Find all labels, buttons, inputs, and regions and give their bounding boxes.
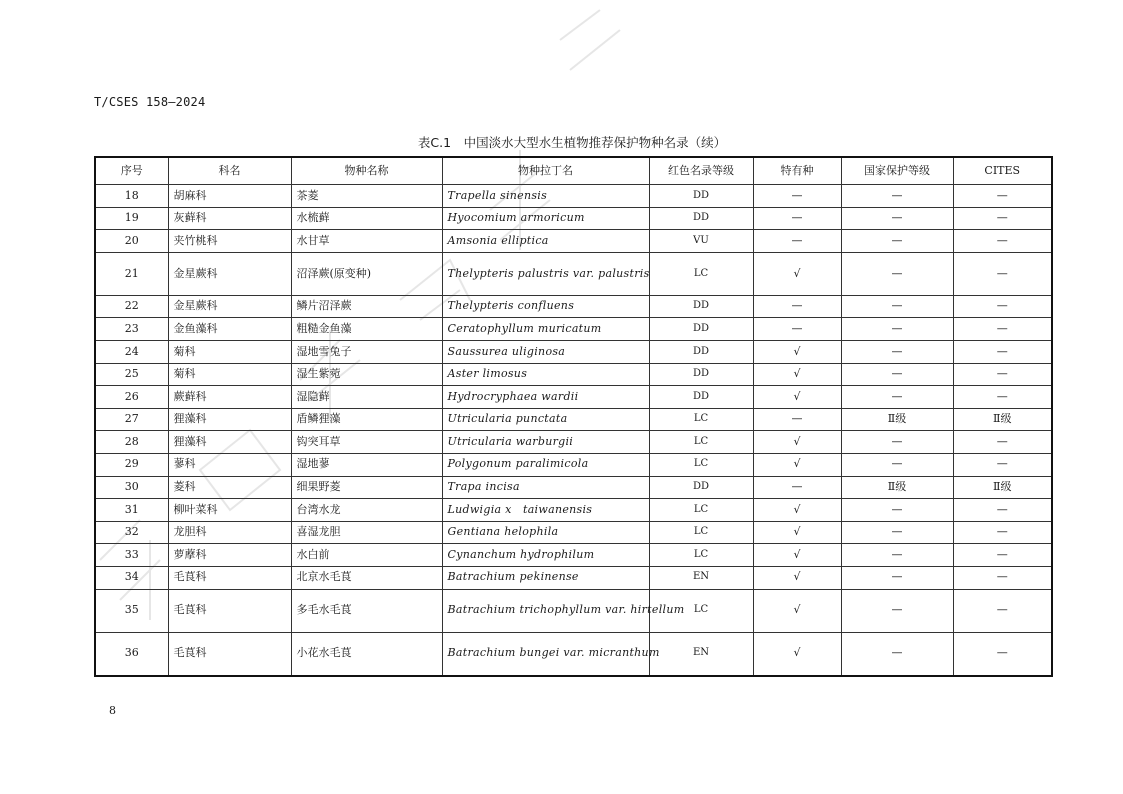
table-header-row bbox=[95, 157, 1052, 185]
cell-number: 36 bbox=[95, 632, 168, 676]
cell-endemic: √ bbox=[753, 632, 841, 676]
cell-national-protection: — bbox=[841, 453, 953, 476]
cell-latin-name: Trapa incisa bbox=[442, 476, 649, 499]
cell-family: 蕨藓科 bbox=[168, 386, 291, 409]
cell-family: 蓼科 bbox=[168, 453, 291, 476]
cell-cites: — bbox=[953, 185, 1052, 208]
cell-red-list: LC bbox=[649, 499, 753, 522]
cell-red-list: EN bbox=[649, 632, 753, 676]
species-table bbox=[94, 156, 1053, 677]
cell-endemic: √ bbox=[753, 252, 841, 295]
cell-species-name: 粗糙金鱼藻 bbox=[291, 318, 442, 341]
cell-national-protection: — bbox=[841, 185, 953, 208]
cell-family: 菊科 bbox=[168, 363, 291, 386]
cell-number: 18 bbox=[95, 185, 168, 208]
table-row bbox=[95, 252, 1052, 295]
cell-endemic: √ bbox=[753, 521, 841, 544]
cell-red-list: LC bbox=[649, 252, 753, 295]
cell-latin-name: Polygonum paralimicola bbox=[442, 453, 649, 476]
cell-cites: — bbox=[953, 544, 1052, 567]
cell-species-name: 湿地蓼 bbox=[291, 453, 442, 476]
table-row bbox=[95, 521, 1052, 544]
cell-cites: Ⅱ级 bbox=[953, 476, 1052, 499]
cell-cites: — bbox=[953, 589, 1052, 632]
cell-cites: — bbox=[953, 295, 1052, 318]
cell-species-name: 细果野菱 bbox=[291, 476, 442, 499]
cell-number: 31 bbox=[95, 499, 168, 522]
cell-national-protection: — bbox=[841, 632, 953, 676]
col-header-national-protection: 国家保护等级 bbox=[841, 157, 953, 185]
cell-endemic: √ bbox=[753, 453, 841, 476]
table-row bbox=[95, 544, 1052, 567]
cell-latin-name: Utricularia warburgii bbox=[442, 431, 649, 454]
cell-endemic: √ bbox=[753, 589, 841, 632]
cell-cites: — bbox=[953, 632, 1052, 676]
cell-cites: — bbox=[953, 521, 1052, 544]
table-title: 表C.1 中国淡水大型水生植物推荐保护物种名录（续） bbox=[417, 135, 727, 150]
col-header-cites: CITES bbox=[953, 157, 1052, 185]
cell-red-list: LC bbox=[649, 589, 753, 632]
cell-number: 22 bbox=[95, 295, 168, 318]
col-header-family: 科名 bbox=[168, 157, 291, 185]
cell-cites: — bbox=[953, 386, 1052, 409]
cell-species-name: 盾鳞狸藻 bbox=[291, 408, 442, 431]
cell-cites: — bbox=[953, 566, 1052, 589]
cell-endemic: — bbox=[753, 185, 841, 208]
cell-number: 20 bbox=[95, 230, 168, 253]
table-row bbox=[95, 589, 1052, 632]
cell-red-list: EN bbox=[649, 566, 753, 589]
cell-cites: — bbox=[953, 340, 1052, 363]
cell-red-list: DD bbox=[649, 476, 753, 499]
cell-latin-name: Saussurea uliginosa bbox=[442, 340, 649, 363]
cell-national-protection: — bbox=[841, 340, 953, 363]
cell-cites: Ⅱ级 bbox=[953, 408, 1052, 431]
cell-latin-name: Batrachium pekinense bbox=[442, 566, 649, 589]
cell-endemic: — bbox=[753, 408, 841, 431]
cell-red-list: DD bbox=[649, 207, 753, 230]
table-row bbox=[95, 185, 1052, 208]
cell-latin-name: Ludwigia x taiwanensis bbox=[442, 499, 649, 522]
cell-species-name: 台湾水龙 bbox=[291, 499, 442, 522]
cell-cites: — bbox=[953, 230, 1052, 253]
cell-red-list: DD bbox=[649, 318, 753, 341]
cell-red-list: DD bbox=[649, 340, 753, 363]
cell-latin-name: Batrachium bungei var. micranthum bbox=[442, 632, 649, 676]
cell-family: 金星蕨科 bbox=[168, 295, 291, 318]
cell-latin-name: Gentiana helophila bbox=[442, 521, 649, 544]
col-header-endemic: 特有种 bbox=[753, 157, 841, 185]
cell-family: 夹竹桃科 bbox=[168, 230, 291, 253]
cell-species-name: 鳞片沼泽蕨 bbox=[291, 295, 442, 318]
cell-cites: — bbox=[953, 252, 1052, 295]
cell-species-name: 水甘草 bbox=[291, 230, 442, 253]
cell-red-list: DD bbox=[649, 295, 753, 318]
table-row bbox=[95, 453, 1052, 476]
cell-red-list: LC bbox=[649, 521, 753, 544]
cell-species-name: 北京水毛茛 bbox=[291, 566, 442, 589]
cell-species-name: 小花水毛茛 bbox=[291, 632, 442, 676]
standard-code: T/CSES 158—2024 bbox=[94, 95, 206, 109]
cell-number: 29 bbox=[95, 453, 168, 476]
cell-number: 34 bbox=[95, 566, 168, 589]
table-row bbox=[95, 386, 1052, 409]
cell-family: 狸藻科 bbox=[168, 408, 291, 431]
cell-family: 金星蕨科 bbox=[168, 252, 291, 295]
cell-cites: — bbox=[953, 207, 1052, 230]
cell-number: 35 bbox=[95, 589, 168, 632]
cell-national-protection: — bbox=[841, 499, 953, 522]
table-row bbox=[95, 566, 1052, 589]
cell-latin-name: Thelypteris confluens bbox=[442, 295, 649, 318]
cell-endemic: √ bbox=[753, 363, 841, 386]
cell-national-protection: — bbox=[841, 252, 953, 295]
cell-red-list: LC bbox=[649, 431, 753, 454]
cell-endemic: — bbox=[753, 295, 841, 318]
cell-national-protection: — bbox=[841, 295, 953, 318]
cell-national-protection: — bbox=[841, 386, 953, 409]
cell-endemic: √ bbox=[753, 386, 841, 409]
cell-endemic: — bbox=[753, 476, 841, 499]
cell-red-list: LC bbox=[649, 544, 753, 567]
cell-national-protection: — bbox=[841, 318, 953, 341]
cell-national-protection: — bbox=[841, 521, 953, 544]
cell-family: 菊科 bbox=[168, 340, 291, 363]
cell-red-list: VU bbox=[649, 230, 753, 253]
table-row bbox=[95, 340, 1052, 363]
cell-national-protection: — bbox=[841, 230, 953, 253]
col-header-no: 序号 bbox=[95, 157, 168, 185]
cell-family: 龙胆科 bbox=[168, 521, 291, 544]
cell-red-list: LC bbox=[649, 453, 753, 476]
cell-family: 柳叶菜科 bbox=[168, 499, 291, 522]
table-row bbox=[95, 632, 1052, 676]
cell-cites: — bbox=[953, 453, 1052, 476]
cell-endemic: √ bbox=[753, 431, 841, 454]
cell-species-name: 沼泽蕨(原变种) bbox=[291, 252, 442, 295]
cell-endemic: √ bbox=[753, 340, 841, 363]
cell-endemic: — bbox=[753, 318, 841, 341]
cell-species-name: 湿地雪兔子 bbox=[291, 340, 442, 363]
cell-species-name: 湿生紫菀 bbox=[291, 363, 442, 386]
cell-family: 萝藦科 bbox=[168, 544, 291, 567]
table-row bbox=[95, 230, 1052, 253]
cell-species-name: 多毛水毛茛 bbox=[291, 589, 442, 632]
cell-endemic: √ bbox=[753, 544, 841, 567]
cell-species-name: 水梳藓 bbox=[291, 207, 442, 230]
cell-family: 金鱼藻科 bbox=[168, 318, 291, 341]
table-row bbox=[95, 363, 1052, 386]
cell-latin-name: Batrachium trichophyllum var. hirtellum bbox=[442, 589, 649, 632]
cell-red-list: LC bbox=[649, 408, 753, 431]
cell-national-protection: — bbox=[841, 566, 953, 589]
cell-national-protection: — bbox=[841, 544, 953, 567]
cell-endemic: — bbox=[753, 230, 841, 253]
cell-number: 30 bbox=[95, 476, 168, 499]
cell-cites: — bbox=[953, 431, 1052, 454]
page-number: 8 bbox=[109, 704, 116, 717]
col-header-red-list: 红色名录等级 bbox=[649, 157, 753, 185]
cell-national-protection: Ⅱ级 bbox=[841, 476, 953, 499]
cell-national-protection: — bbox=[841, 431, 953, 454]
cell-number: 28 bbox=[95, 431, 168, 454]
cell-number: 26 bbox=[95, 386, 168, 409]
cell-latin-name: Hydrocryphaea wardii bbox=[442, 386, 649, 409]
cell-cites: — bbox=[953, 499, 1052, 522]
cell-red-list: DD bbox=[649, 363, 753, 386]
cell-species-name: 喜湿龙胆 bbox=[291, 521, 442, 544]
cell-number: 21 bbox=[95, 252, 168, 295]
cell-red-list: DD bbox=[649, 185, 753, 208]
cell-family: 狸藻科 bbox=[168, 431, 291, 454]
cell-national-protection: — bbox=[841, 589, 953, 632]
cell-family: 毛茛科 bbox=[168, 566, 291, 589]
cell-species-name: 钩突耳草 bbox=[291, 431, 442, 454]
cell-number: 33 bbox=[95, 544, 168, 567]
cell-red-list: DD bbox=[649, 386, 753, 409]
col-header-latin-name: 物种拉丁名 bbox=[442, 157, 649, 185]
col-header-species-name: 物种名称 bbox=[291, 157, 442, 185]
cell-cites: — bbox=[953, 318, 1052, 341]
species-table-body bbox=[95, 185, 1052, 676]
cell-number: 25 bbox=[95, 363, 168, 386]
table-row bbox=[95, 207, 1052, 230]
table-row bbox=[95, 295, 1052, 318]
cell-number: 24 bbox=[95, 340, 168, 363]
table-row bbox=[95, 431, 1052, 454]
cell-latin-name: Utricularia punctata bbox=[442, 408, 649, 431]
cell-number: 32 bbox=[95, 521, 168, 544]
cell-number: 19 bbox=[95, 207, 168, 230]
cell-latin-name: Amsonia elliptica bbox=[442, 230, 649, 253]
cell-latin-name: Trapella sinensis bbox=[442, 185, 649, 208]
cell-family: 胡麻科 bbox=[168, 185, 291, 208]
cell-national-protection: — bbox=[841, 207, 953, 230]
cell-endemic: √ bbox=[753, 499, 841, 522]
cell-cites: — bbox=[953, 363, 1052, 386]
cell-national-protection: — bbox=[841, 363, 953, 386]
cell-species-name: 湿隐藓 bbox=[291, 386, 442, 409]
table-row bbox=[95, 499, 1052, 522]
cell-family: 毛茛科 bbox=[168, 589, 291, 632]
cell-family: 灰藓科 bbox=[168, 207, 291, 230]
cell-species-name: 水白前 bbox=[291, 544, 442, 567]
cell-family: 毛茛科 bbox=[168, 632, 291, 676]
cell-latin-name: Thelypteris palustris var. palustris bbox=[442, 252, 649, 295]
table-row bbox=[95, 476, 1052, 499]
cell-family: 菱科 bbox=[168, 476, 291, 499]
table-row bbox=[95, 318, 1052, 341]
cell-latin-name: Cynanchum hydrophilum bbox=[442, 544, 649, 567]
cell-national-protection: Ⅱ级 bbox=[841, 408, 953, 431]
cell-number: 27 bbox=[95, 408, 168, 431]
cell-latin-name: Hyocomium armoricum bbox=[442, 207, 649, 230]
cell-endemic: √ bbox=[753, 566, 841, 589]
cell-species-name: 茶菱 bbox=[291, 185, 442, 208]
cell-number: 23 bbox=[95, 318, 168, 341]
cell-latin-name: Aster limosus bbox=[442, 363, 649, 386]
table-row bbox=[95, 408, 1052, 431]
cell-latin-name: Ceratophyllum muricatum bbox=[442, 318, 649, 341]
cell-endemic: — bbox=[753, 207, 841, 230]
